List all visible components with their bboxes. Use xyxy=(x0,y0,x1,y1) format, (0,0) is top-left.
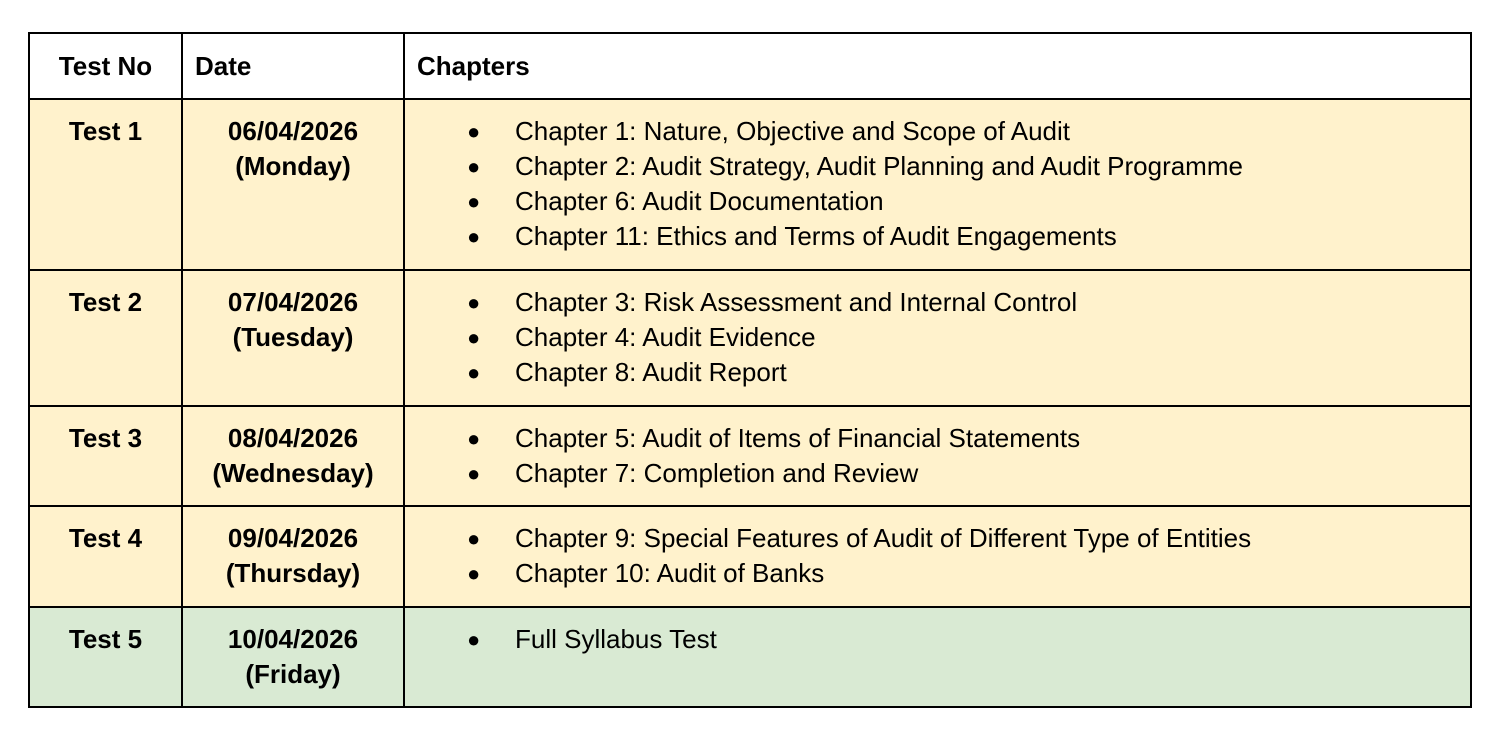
chapter-item xyxy=(405,521,1458,556)
header-date: Date xyxy=(182,33,404,99)
chapter-list xyxy=(405,421,1458,491)
table-row xyxy=(29,406,1471,506)
bullet-icon: ● xyxy=(467,526,481,551)
chapter-text: Chapter 5: Audit of Items of Financial Statements xyxy=(515,423,1081,453)
test-day: (Tuesday) xyxy=(232,322,354,352)
chapter-item xyxy=(405,114,1458,149)
chapters-cell xyxy=(404,506,1471,607)
bullet-icon: ● xyxy=(467,561,481,586)
test-number: Test 4 xyxy=(29,506,182,607)
test-date-cell xyxy=(182,406,404,506)
test-day: (Monday) xyxy=(235,151,351,181)
table-header-row xyxy=(29,33,1471,99)
chapters-cell xyxy=(404,99,1471,270)
test-date-cell xyxy=(182,607,404,707)
test-date-cell xyxy=(182,270,404,406)
bullet-icon: ● xyxy=(467,627,481,652)
chapter-item xyxy=(405,355,1458,390)
chapter-text: Chapter 4: Audit Evidence xyxy=(515,322,816,352)
test-date: 10/04/2026 xyxy=(227,624,359,654)
chapter-text: Chapter 1: Nature, Objective and Scope of Audit xyxy=(515,116,1071,146)
test-number: Test 5 xyxy=(29,607,182,707)
table-row xyxy=(29,607,1471,707)
chapter-list xyxy=(405,622,1458,657)
test-schedule-table xyxy=(28,32,1472,708)
test-date: 07/04/2026 xyxy=(227,287,359,317)
table-row xyxy=(29,506,1471,607)
test-number: Test 1 xyxy=(29,99,182,270)
test-day: (Wednesday) xyxy=(212,458,374,488)
chapter-text: Chapter 10: Audit of Banks xyxy=(515,558,825,588)
bullet-icon: ● xyxy=(467,224,481,249)
chapter-text: Chapter 6: Audit Documentation xyxy=(515,186,884,216)
chapter-text: Chapter 8: Audit Report xyxy=(515,357,787,387)
chapter-item xyxy=(405,184,1458,219)
test-date: 09/04/2026 xyxy=(227,523,359,553)
bullet-icon: ● xyxy=(467,119,481,144)
bullet-icon: ● xyxy=(467,360,481,385)
test-date: 08/04/2026 xyxy=(227,423,359,453)
chapters-cell xyxy=(404,270,1471,406)
test-date: 06/04/2026 xyxy=(227,116,359,146)
bullet-icon: ● xyxy=(467,290,481,315)
chapter-text: Chapter 11: Ethics and Terms of Audit Engagements xyxy=(515,221,1117,251)
chapters-cell xyxy=(404,607,1471,707)
chapter-text: Chapter 3: Risk Assessment and Internal Control xyxy=(515,287,1078,317)
chapter-item xyxy=(405,421,1458,456)
bullet-icon: ● xyxy=(467,461,481,486)
test-day: (Thursday) xyxy=(225,558,361,588)
chapter-item xyxy=(405,219,1458,254)
test-number: Test 2 xyxy=(29,270,182,406)
chapter-item xyxy=(405,320,1458,355)
chapter-list xyxy=(405,285,1458,390)
bullet-icon: ● xyxy=(467,325,481,350)
chapter-item xyxy=(405,285,1458,320)
chapter-item xyxy=(405,456,1458,491)
chapter-item xyxy=(405,622,1458,657)
chapters-cell xyxy=(404,406,1471,506)
chapter-item xyxy=(405,556,1458,591)
bullet-icon: ● xyxy=(467,189,481,214)
chapter-item xyxy=(405,149,1458,184)
bullet-icon: ● xyxy=(467,154,481,179)
table-row xyxy=(29,99,1471,270)
header-chapters: Chapters xyxy=(404,33,1471,99)
test-date-cell xyxy=(182,99,404,270)
chapter-list xyxy=(405,521,1458,591)
test-number: Test 3 xyxy=(29,406,182,506)
test-date-cell xyxy=(182,506,404,607)
bullet-icon: ● xyxy=(467,426,481,451)
chapter-text: Full Syllabus Test xyxy=(515,624,717,654)
table-row xyxy=(29,270,1471,406)
header-test-no: Test No xyxy=(29,33,182,99)
chapter-text: Chapter 2: Audit Strategy, Audit Planning and Audit Programme xyxy=(515,151,1243,181)
chapter-text: Chapter 9: Special Features of Audit of Different Type of Entities xyxy=(515,523,1252,553)
chapter-list xyxy=(405,114,1458,254)
chapter-text: Chapter 7: Completion and Review xyxy=(515,458,919,488)
test-day: (Friday) xyxy=(245,659,341,689)
